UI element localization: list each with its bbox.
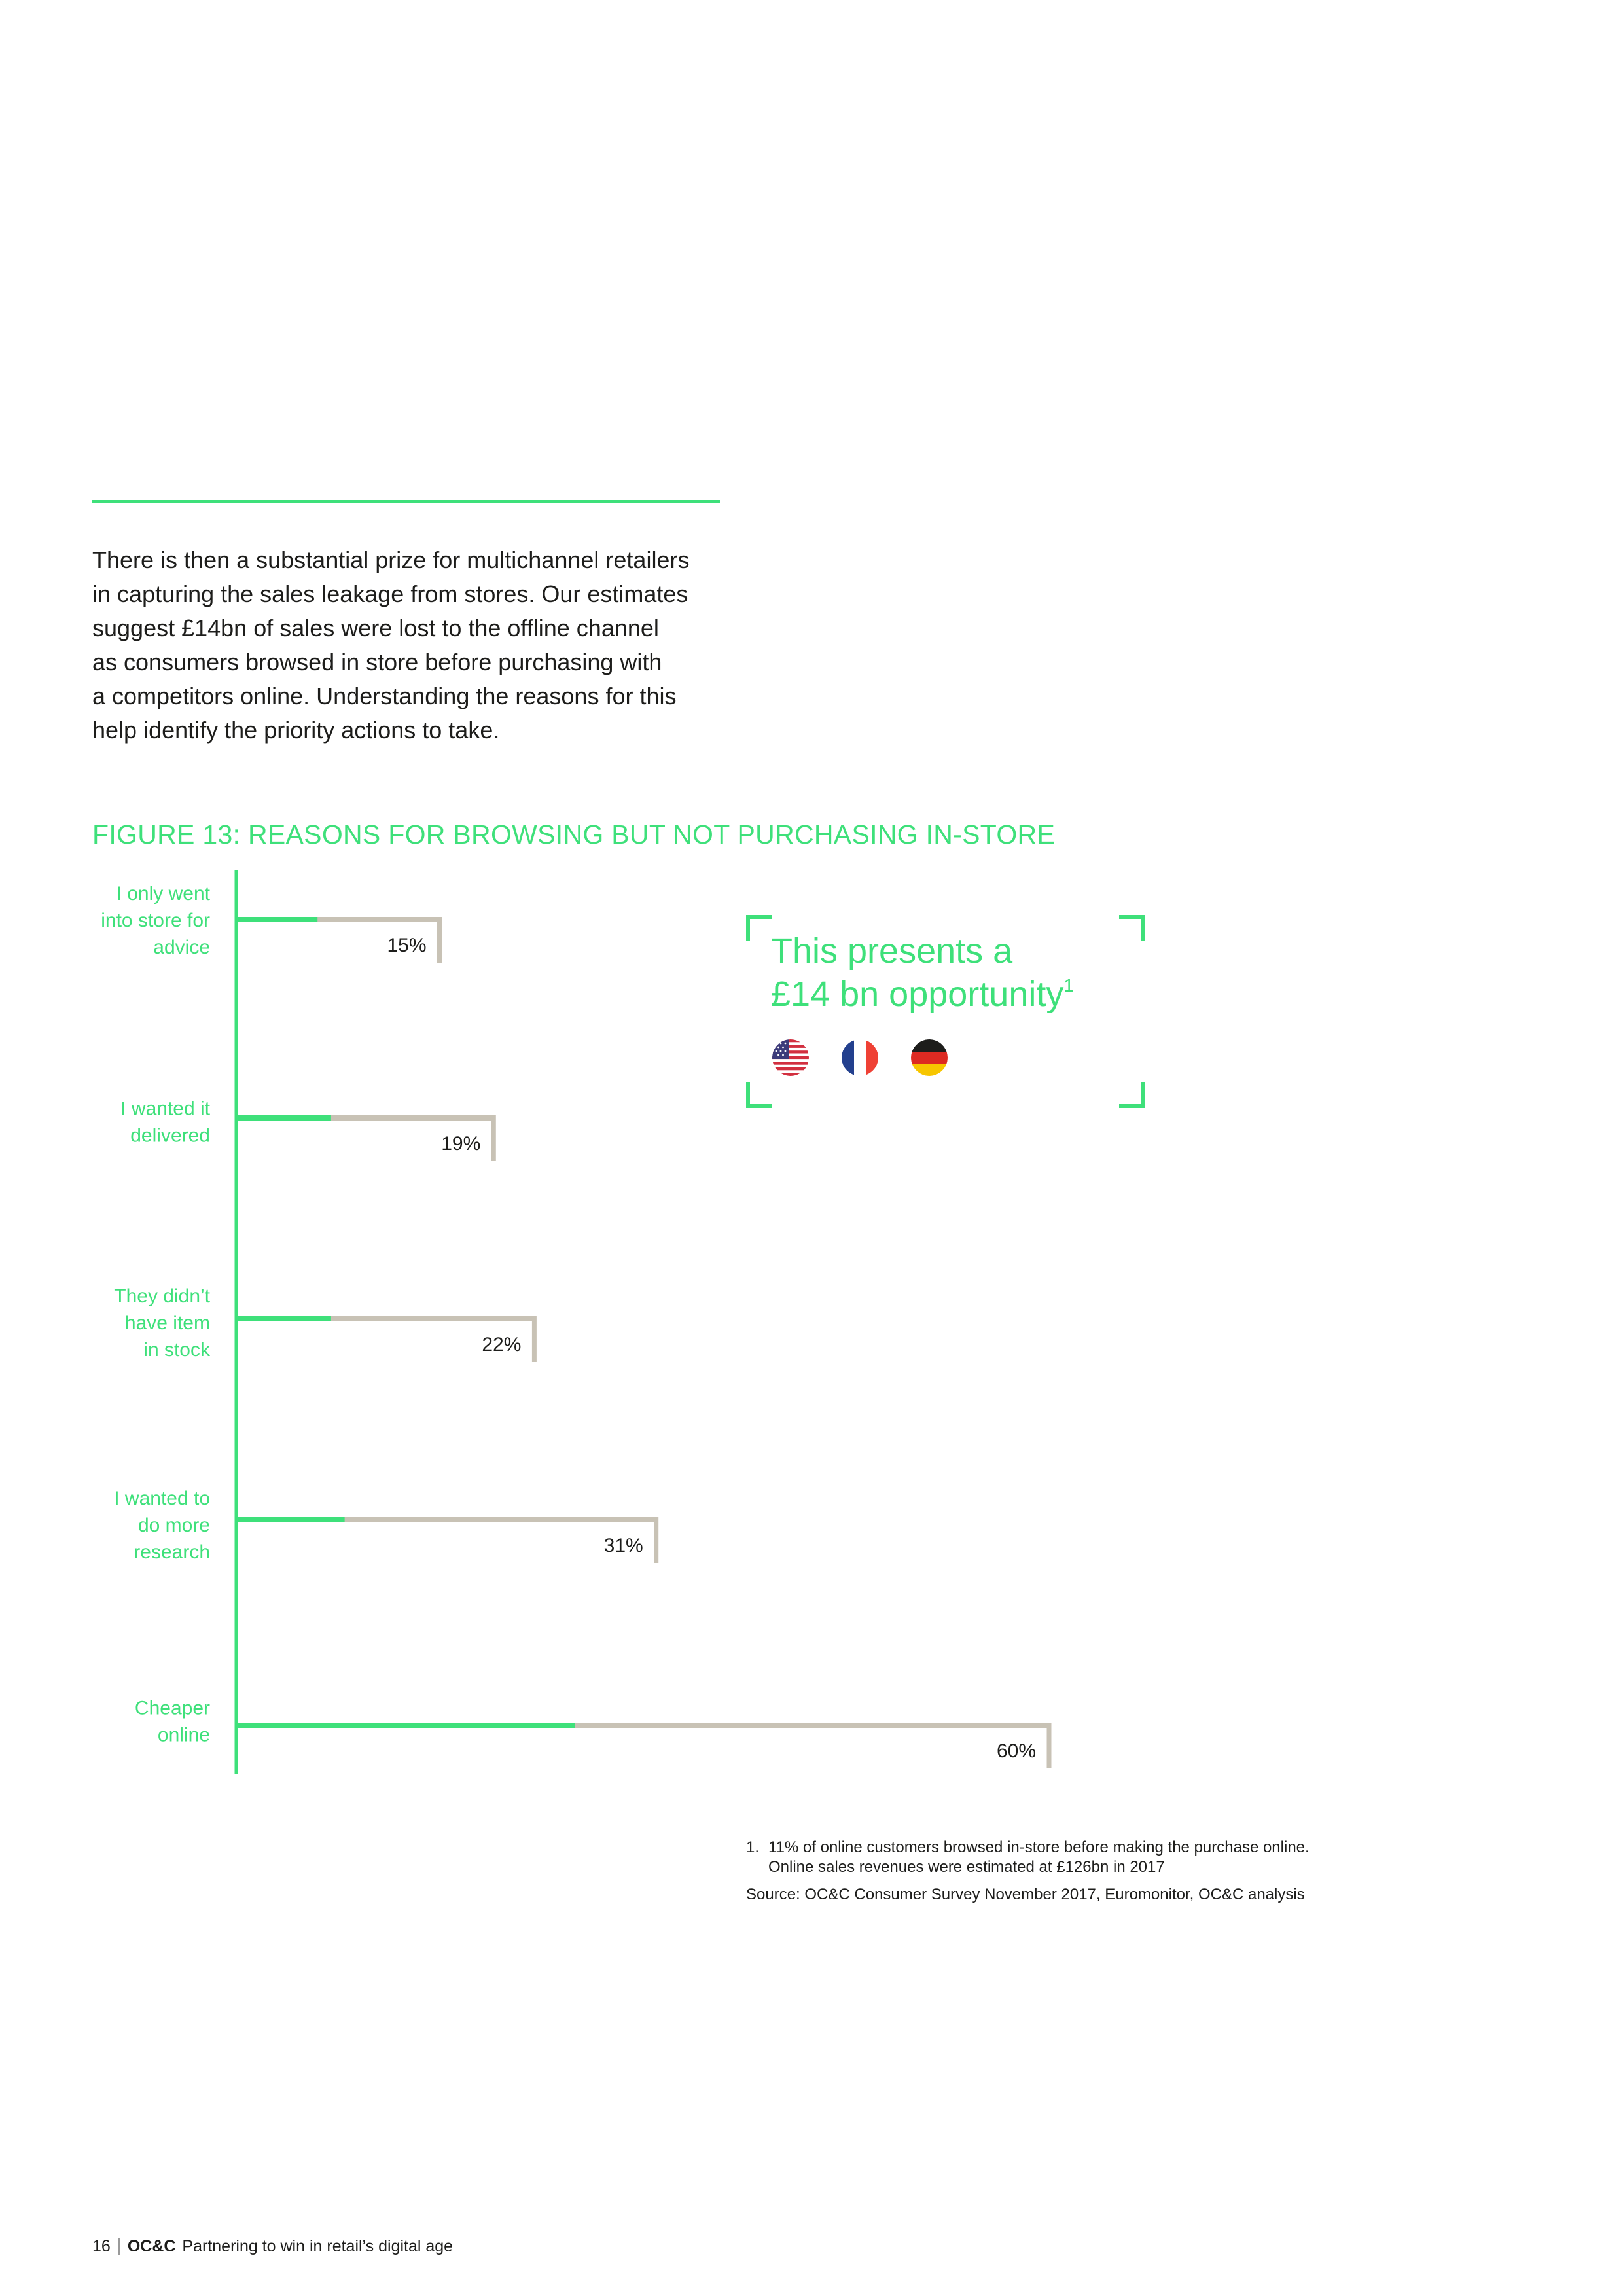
- footnote-item: [746, 1838, 1531, 1877]
- value-label: 22%: [482, 1334, 522, 1355]
- category-label: research: [134, 1541, 210, 1563]
- value-label: 19%: [441, 1133, 481, 1155]
- category-label: do more: [137, 1515, 210, 1536]
- source-note: Source: OC&C Consumer Survey November 2017, Euromonitor, OC&C analysis: [746, 1886, 1305, 1903]
- intro-line: There is then a substantial prize for multichannel retailers: [92, 547, 690, 573]
- category-label: Cheaper: [134, 1697, 210, 1719]
- page-footer: [92, 2237, 453, 2256]
- brand-logo: OC&C: [127, 2237, 176, 2255]
- callout-line1: This presents a: [771, 931, 1013, 971]
- intro-line: as consumers browsed in store before purchasing with: [92, 649, 662, 675]
- footer-separator: [118, 2238, 120, 2255]
- category-label: into store for: [101, 910, 210, 931]
- footnote-number: 1.: [746, 1839, 760, 1856]
- france-flag-icon: [842, 1039, 878, 1076]
- intro-line: help identify the priority actions to take.: [92, 717, 500, 744]
- intro-line: suggest £14bn of sales were lost to the offline channel: [92, 615, 659, 641]
- callout-corner: [746, 1082, 772, 1108]
- category-label: advice: [153, 937, 210, 958]
- category-label: in stock: [143, 1339, 210, 1361]
- value-label: 15%: [387, 935, 427, 956]
- figure-title: FIGURE 13: REASONS FOR BROWSING BUT NOT PURCHASING IN-STORE: [92, 819, 1056, 850]
- footnote-body: [768, 1838, 1310, 1877]
- page-number: 16: [92, 2237, 111, 2255]
- category-label: They didn’t: [114, 1285, 210, 1307]
- category-label: I wanted it: [120, 1098, 210, 1120]
- callout-line2: [771, 973, 1074, 1016]
- callout-corner: [1119, 1082, 1145, 1108]
- value-label: 31%: [603, 1535, 643, 1556]
- callout-text: [771, 929, 1074, 1016]
- footnote-line: 11% of online customers browsed in-store before making the purchase online.: [768, 1839, 1310, 1856]
- category-label: have item: [124, 1312, 210, 1334]
- usa-flag-icon: [772, 1039, 809, 1076]
- country-flags: [772, 1039, 948, 1076]
- callout-corner: [1119, 915, 1145, 941]
- callout-corner: [746, 915, 772, 941]
- value-label: 60%: [996, 1740, 1036, 1762]
- category-label: online: [157, 1724, 210, 1746]
- germany-flag-icon: [911, 1039, 948, 1076]
- document-title: Partnering to win in retail’s digital age: [182, 2237, 454, 2255]
- intro-line: a competitors online. Understanding the reasons for this: [92, 683, 677, 709]
- callout-footnote-ref: 1: [1063, 975, 1074, 996]
- footnote-line: Online sales revenues were estimated at £126bn in 2017: [768, 1858, 1165, 1876]
- opportunity-callout: [746, 915, 1145, 1108]
- category-label: delivered: [130, 1124, 210, 1147]
- intro-line: in capturing the sales leakage from stores. Our estimates: [92, 581, 688, 607]
- callout-amount: £14 bn opportunity: [771, 975, 1064, 1014]
- category-label: I wanted to: [114, 1488, 210, 1509]
- category-label: I only went: [116, 883, 210, 905]
- footnote: [746, 1838, 1531, 1905]
